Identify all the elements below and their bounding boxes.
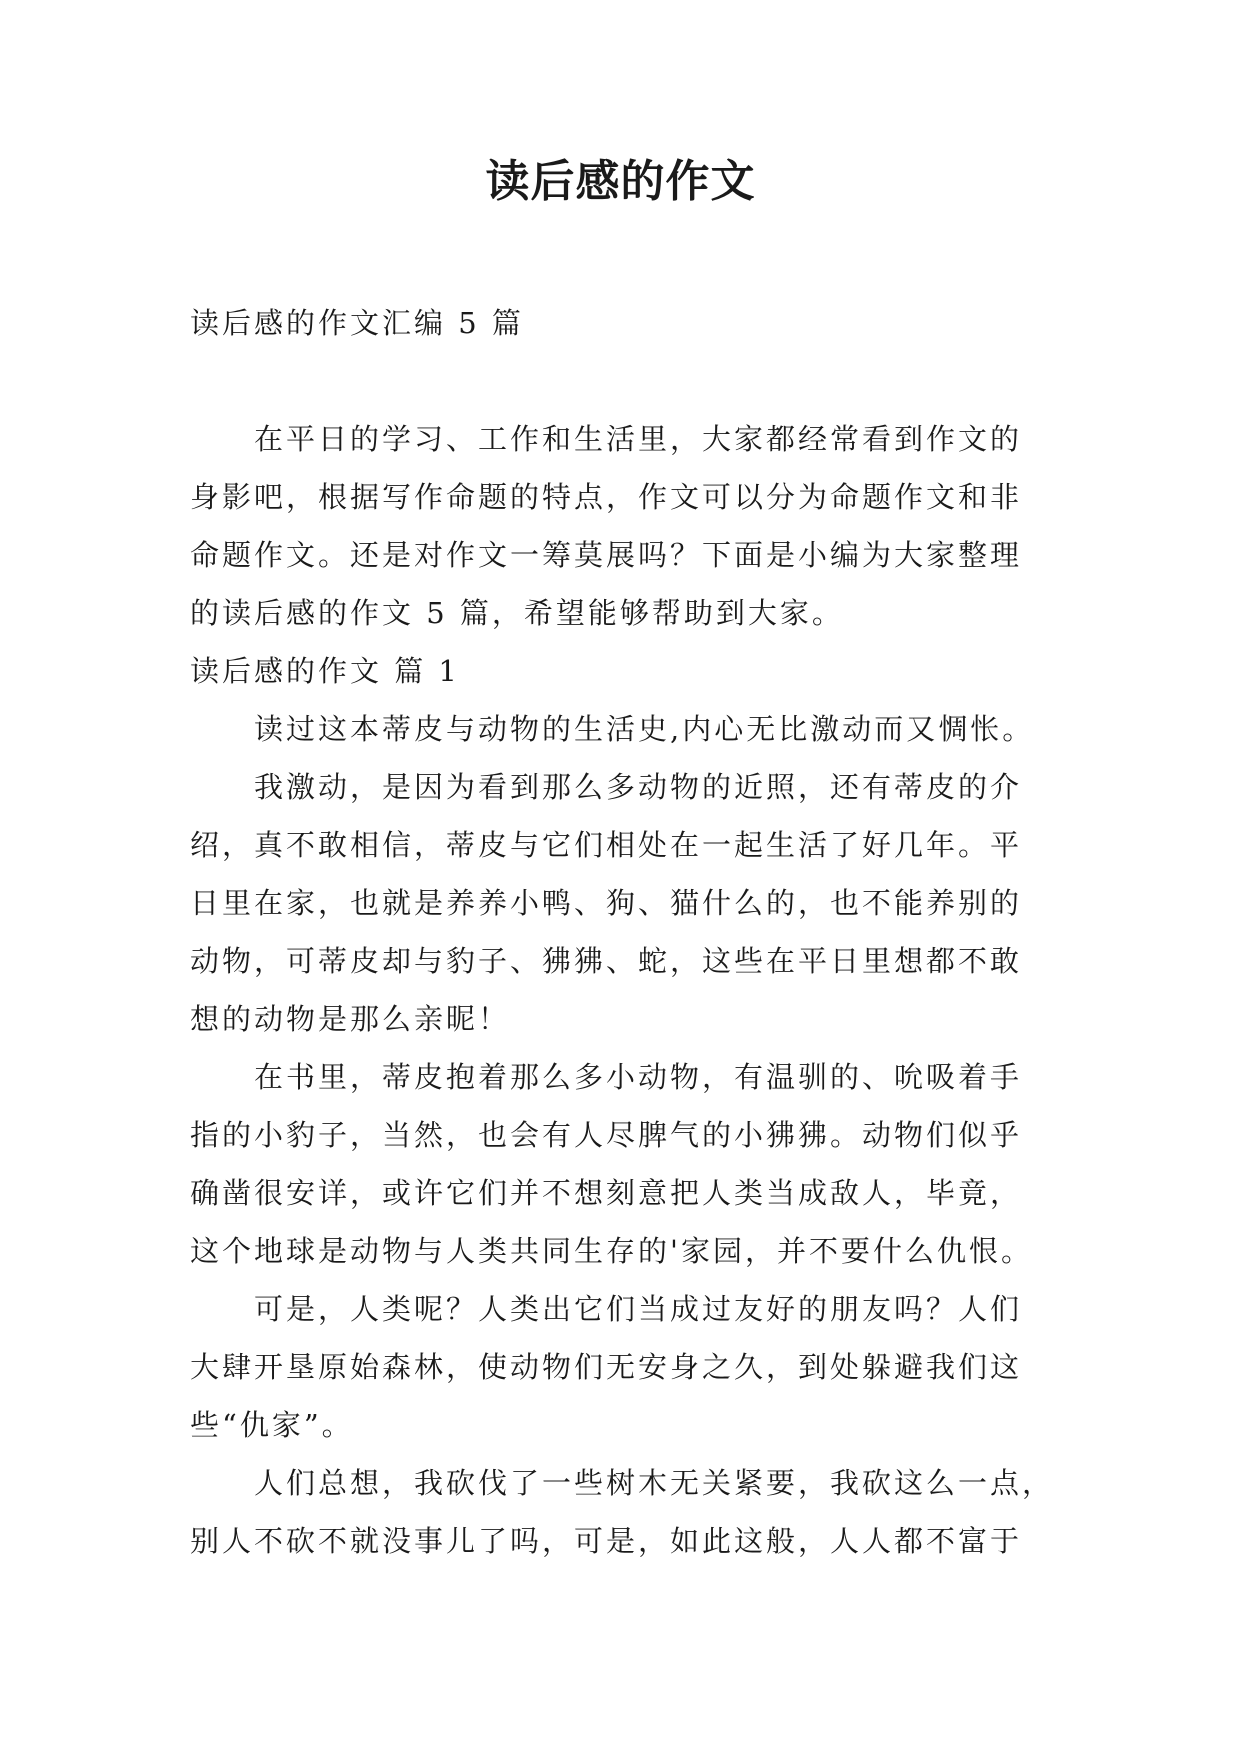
paragraph-line: 读过这本蒂皮与动物的生活史,内心无比激动而又惆怅。 <box>254 712 1035 746</box>
paragraph-line: 别人不砍不就没事儿了吗，可是，如此这般，人人都不富于 <box>190 1524 1023 1558</box>
paragraph-line: 人们总想，我砍伐了一些树木无关紧要，我砍这么一点， <box>254 1466 1055 1500</box>
paragraph-line: 动物，可蒂皮却与豹子、狒狒、蛇，这些在平日里想都不敢 <box>190 944 1023 978</box>
paragraph-line: 的读后感的作文 5 篇，希望能够帮助到大家。 <box>190 596 844 630</box>
paragraph-line: 命题作文。还是对作文一筹莫展吗？下面是小编为大家整理 <box>190 538 1023 572</box>
subtitle-line: 读后感的作文汇编 5 篇 <box>190 306 524 340</box>
paragraph-line: 身影吧，根据写作命题的特点，作文可以分为命题作文和非 <box>190 480 1023 514</box>
paragraph-line: 确凿很安详，或许它们并不想刻意把人类当成敌人，毕竟， <box>190 1176 1023 1210</box>
paragraph-line: 我激动，是因为看到那么多动物的近照，还有蒂皮的介 <box>254 770 1023 804</box>
section-heading: 读后感的作文 篇 1 <box>190 654 460 688</box>
paragraph-line: 大肆开垦原始森林，使动物们无安身之久，到处躲避我们这 <box>190 1350 1023 1384</box>
paragraph-line: 绍，真不敢相信，蒂皮与它们相处在一起生活了好几年。平 <box>190 828 1023 862</box>
paragraph-line: 在平日的学习、工作和生活里，大家都经常看到作文的 <box>254 422 1023 456</box>
paragraph-line: 日里在家，也就是养养小鸭、狗、猫什么的，也不能养别的 <box>190 886 1023 920</box>
paragraph-line: 指的小豹子，当然，也会有人尽脾气的小狒狒。动物们似乎 <box>190 1118 1023 1152</box>
document-body <box>190 294 1070 1570</box>
paragraph-line: 这个地球是动物与人类共同生存的'家园，并不要什么仇恨。 <box>190 1234 1033 1268</box>
blank-line <box>190 352 1070 410</box>
paragraph-line: 在书里，蒂皮抱着那么多小动物，有温驯的、吮吸着手 <box>254 1060 1023 1094</box>
paragraph-line: 想的动物是那么亲昵！ <box>190 1002 511 1036</box>
paragraph-line: 可是，人类呢？人类出它们当成过友好的朋友吗？人们 <box>254 1292 1023 1326</box>
document-title: 读后感的作文 <box>485 156 756 207</box>
paragraph-line: 些“仇家”。 <box>190 1408 354 1442</box>
